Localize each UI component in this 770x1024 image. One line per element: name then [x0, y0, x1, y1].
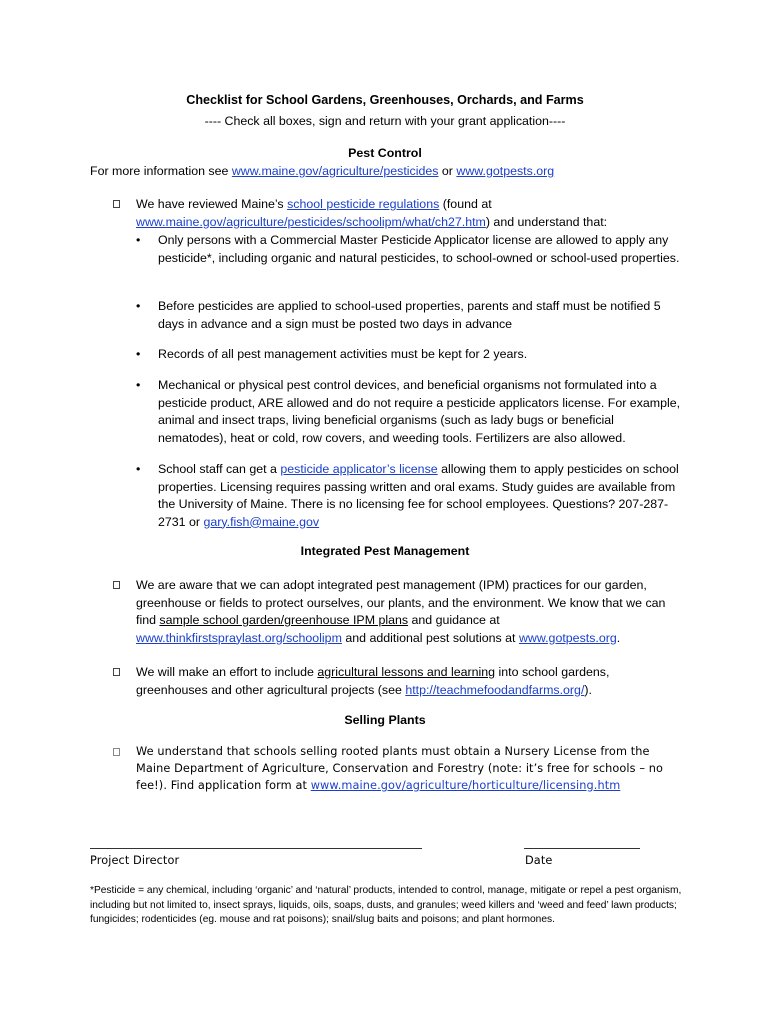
link-applicator-license[interactable]: pesticide applicator’s license: [280, 462, 438, 476]
checklist-text-regulations: We have reviewed Maine’s school pesticide regulations (found at www.maine.gov/agriculture/pesticides/schoolipm/what/ch27.htm) and understand that:: [136, 197, 608, 229]
checkbox-nursery[interactable]: [113, 748, 120, 756]
bullet-icon: •: [136, 462, 141, 476]
document-subtitle: ---- Check all boxes, sign and return with your grant application----: [204, 114, 566, 128]
link-teachmefoodandfarms[interactable]: http://teachmefoodandfarms.org/: [405, 682, 585, 697]
checkbox-lessons[interactable]: [113, 668, 120, 676]
signature-line: [90, 848, 422, 849]
document-page: Checklist for School Gardens, Greenhouses, Orchards, and Farms ---- Check all boxes, sign and return with your grant application---- Pest Control For more information see www.maine.gov/agriculture/pesticides or www.gotpests.org We have reviewed Maine’s school pesticide regulations (found at www.maine.gov/agriculture/pesticides/schoolipm/what/ch27.htm) and understand that: • Only persons with a Commercial Master Pesticide Applicator license are allowed to apply any pesticide*, including organic and natural pesticides, to school-owned or school-used properties. • Before pesticides are applied to school-used properties, parents and staff must be notified 5 days in advance and a sign must be posted two days in advance • Records of all pest management activities must be kept for 2 years. • Mechanical or physical pest control devices, and beneficial organisms not formulated into a pesticide product, ARE allowed and do not require a pesticide applicators license. For example, animal and insect traps, living beneficial organisms (such as lady bugs or beneficial nematodes), heat or cold, row covers, and weeding tools. Fertilizers are also allowed. • School staff can get a pesticide applicator’s license allowing them to apply pesticides on school properties. Licensing requires passing written and oral exams. Study guides are available from the University of Maine. There is no licensing fee for school employees. Questions? 207-287-2731 or gary.fish@maine.gov Integrated Pest Management We are aware that we can adopt integrated pest management (IPM) practices for our garden, greenhouse or fields to protect ourselves, our plants, and the environment. We know that we can find sample school garden/greenhouse IPM plans and guidance at www.thinkfirstspraylast.org/schoolipm and additional pest solutions at www.gotpests.org. We will make an effort to include agricultural lessons and learning into school gardens, greenhouses and other agricultural projects (see http://teachmefoodandfarms.org/). Selling Plants We understand that schools selling rooted plants must obtain a Nursery License from the Maine Department of Agriculture, Conservation and Forestry (note: it’s free for schools – no fee!). Find application form at www.maine.gov/agriculture/horticulture/licensing.htm Project Director Date *Pesticide = any chemical, including ‘organic’ and ‘natural’ products, intended to control, manage, mitigate or repel a pest organism, including but not limited to, insect sprays, liquids, oils, soaps, dusts, and granules; weed killers and ‘weed and feed’ lawn products; fungicides; rodenticides (eg. mouse and rat poisons); snail/slug baits and poisons; and plant hormones.: [0, 0, 770, 1024]
section-heading-selling: Selling Plants: [344, 713, 426, 727]
section-heading-pest-control: Pest Control: [348, 146, 422, 160]
pesticide-footnote: *Pesticide = any chemical, including ‘organic’ and ‘natural’ products, intended to control, manage, mitigate or repel a pest organism, including but not limited to, insect sprays, liquids, oils, soaps, dusts, and granules; weed killers and ‘weed and feed’ lawn products; fungicides; rodenticides (eg. mouse and rat poisons); snail/slug baits and poisons; and plant hormones.: [90, 885, 682, 926]
bullet-icon: •: [136, 378, 141, 392]
link-school-pesticide-regulations[interactable]: school pesticide regulations: [287, 197, 440, 211]
link-email-gary-fish[interactable]: gary.fish@maine.gov: [203, 514, 320, 529]
bullet-icon: •: [136, 347, 141, 361]
link-maine-pesticides[interactable]: www.maine.gov/agriculture/pesticides: [231, 164, 439, 178]
date-label: Date: [525, 854, 553, 867]
link-ch27[interactable]: www.maine.gov/agriculture/pesticides/schoolipm/what/ch27.htm: [136, 214, 486, 229]
bullet-icon: •: [136, 299, 141, 313]
checkbox-ipm[interactable]: [113, 581, 120, 589]
document-title: Checklist for School Gardens, Greenhouses, Orchards, and Farms: [186, 93, 584, 107]
bullet-icon: •: [136, 233, 141, 247]
link-gotpests-2[interactable]: www.gotpests.org: [518, 630, 617, 645]
link-thinkfirstspraylast[interactable]: www.thinkfirstspraylast.org/schoolipm: [136, 630, 342, 645]
link-gotpests[interactable]: www.gotpests.org: [456, 164, 555, 178]
pest-control-info: For more information see www.maine.gov/agriculture/pesticides or www.gotpests.org: [90, 164, 555, 178]
checkbox-regulations[interactable]: [113, 200, 120, 208]
project-director-label: Project Director: [90, 854, 180, 867]
date-line: [524, 848, 640, 849]
section-heading-ipm: Integrated Pest Management: [300, 544, 470, 558]
link-nursery-licensing[interactable]: www.maine.gov/agriculture/horticulture/licensing.htm: [310, 778, 621, 792]
